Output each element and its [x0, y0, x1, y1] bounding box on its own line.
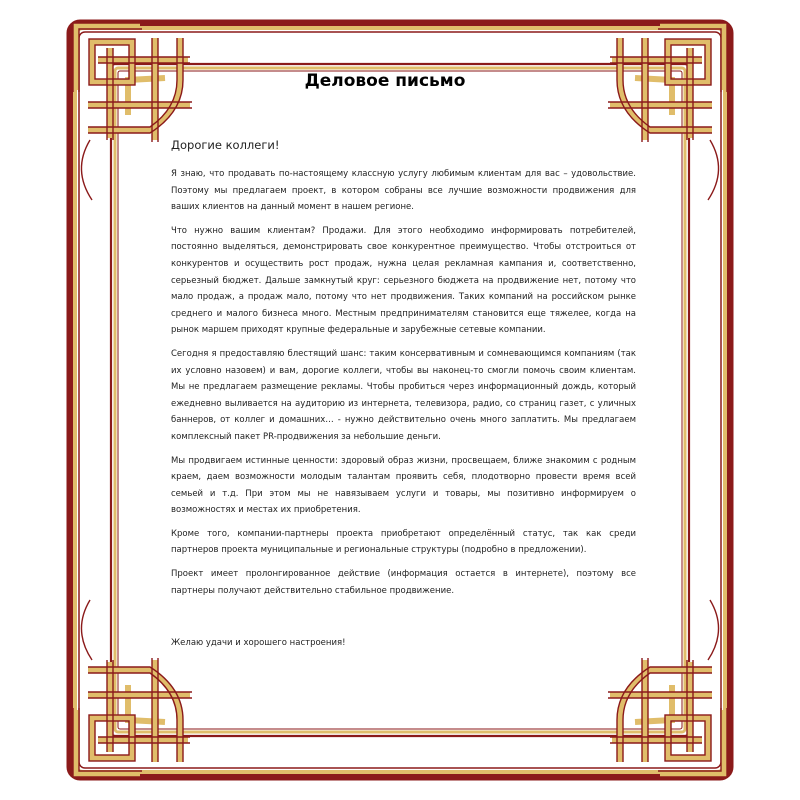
- paragraph: Что нужно вашим клиентам? Продажи. Для этого необходимо информировать потребителей, постоянно выделяться, демонстрировать свое конкурентное преимущество. Чтобы отстроиться от конкурентов и осуществить рост продаж, нужна целая рекламная кампания и, соответственно, серьезный бюджет. Дальше замкнутый круг: серьезного бюджета на продвижение нет, потому что мало продаж, а продаж мало, потому что нет продвижения. Таких компаний на российском рынке среднего и малого бизнеса много. Местным предпринимателям становится еще тяжелее, когда на рынок маршем приходят крупные федеральные и зарубежные сетевые компании.: [171, 225, 636, 336]
- letter-body: [171, 138, 636, 652]
- paragraph: Проект имеет пролонгированное действие (информация остается в интернете), поэтому все партнеры получают действительно стабильное продвижение.: [171, 569, 636, 596]
- paragraph: Сегодня я предоставляю блестящий шанс: таким консервативным и сомневающимся компаниям (так их условно назовем) и вам, дорогие коллеги, чтобы вы наконец-то смогли помочь своим клиентам. Мы не предлагаем размещение рекламы. Чтобы пробиться через информационный дождь, который ежедневно выливается на аудиторию из интернета, телевизора, радио, со страниц газет, с уличных баннеров, от коллег и домашних… - нужно действительно очень много заплатить. Мы предлагаем комплексный пакет PR-продвижения за небольшие деньги.: [171, 348, 636, 442]
- paragraph: Я знаю, что продавать по-настоящему классную услугу любимым клиентам для вас – удовольствие. Поэтому мы предлагаем проект, в котором собраны все лучшие возможности продвижения для ваших клиентов на данный момент в нашем регионе.: [171, 169, 636, 213]
- paragraph: Кроме того, компании-партнеры проекта приобретают определённый статус, так как среди партнеров проекта муниципальные и региональные структуры (подробно в предложении).: [171, 528, 636, 556]
- greeting: Дорогие коллеги!: [171, 138, 280, 152]
- paragraph: Мы продвигаем истинные ценности: здоровый образ жизни, просвещаем, ближе знакомим с родным краем, даем возможности молодым талантам проявить себя, плодотворно провести время всей семьей и т.д. При этом мы не навязываем услуги и товары, мы позитивно информируем о возможностях и местах их приобретения.: [171, 455, 636, 516]
- page-title: Деловое письмо: [304, 71, 466, 91]
- closing-line: Желаю удачи и хорошего настроения!: [171, 638, 346, 649]
